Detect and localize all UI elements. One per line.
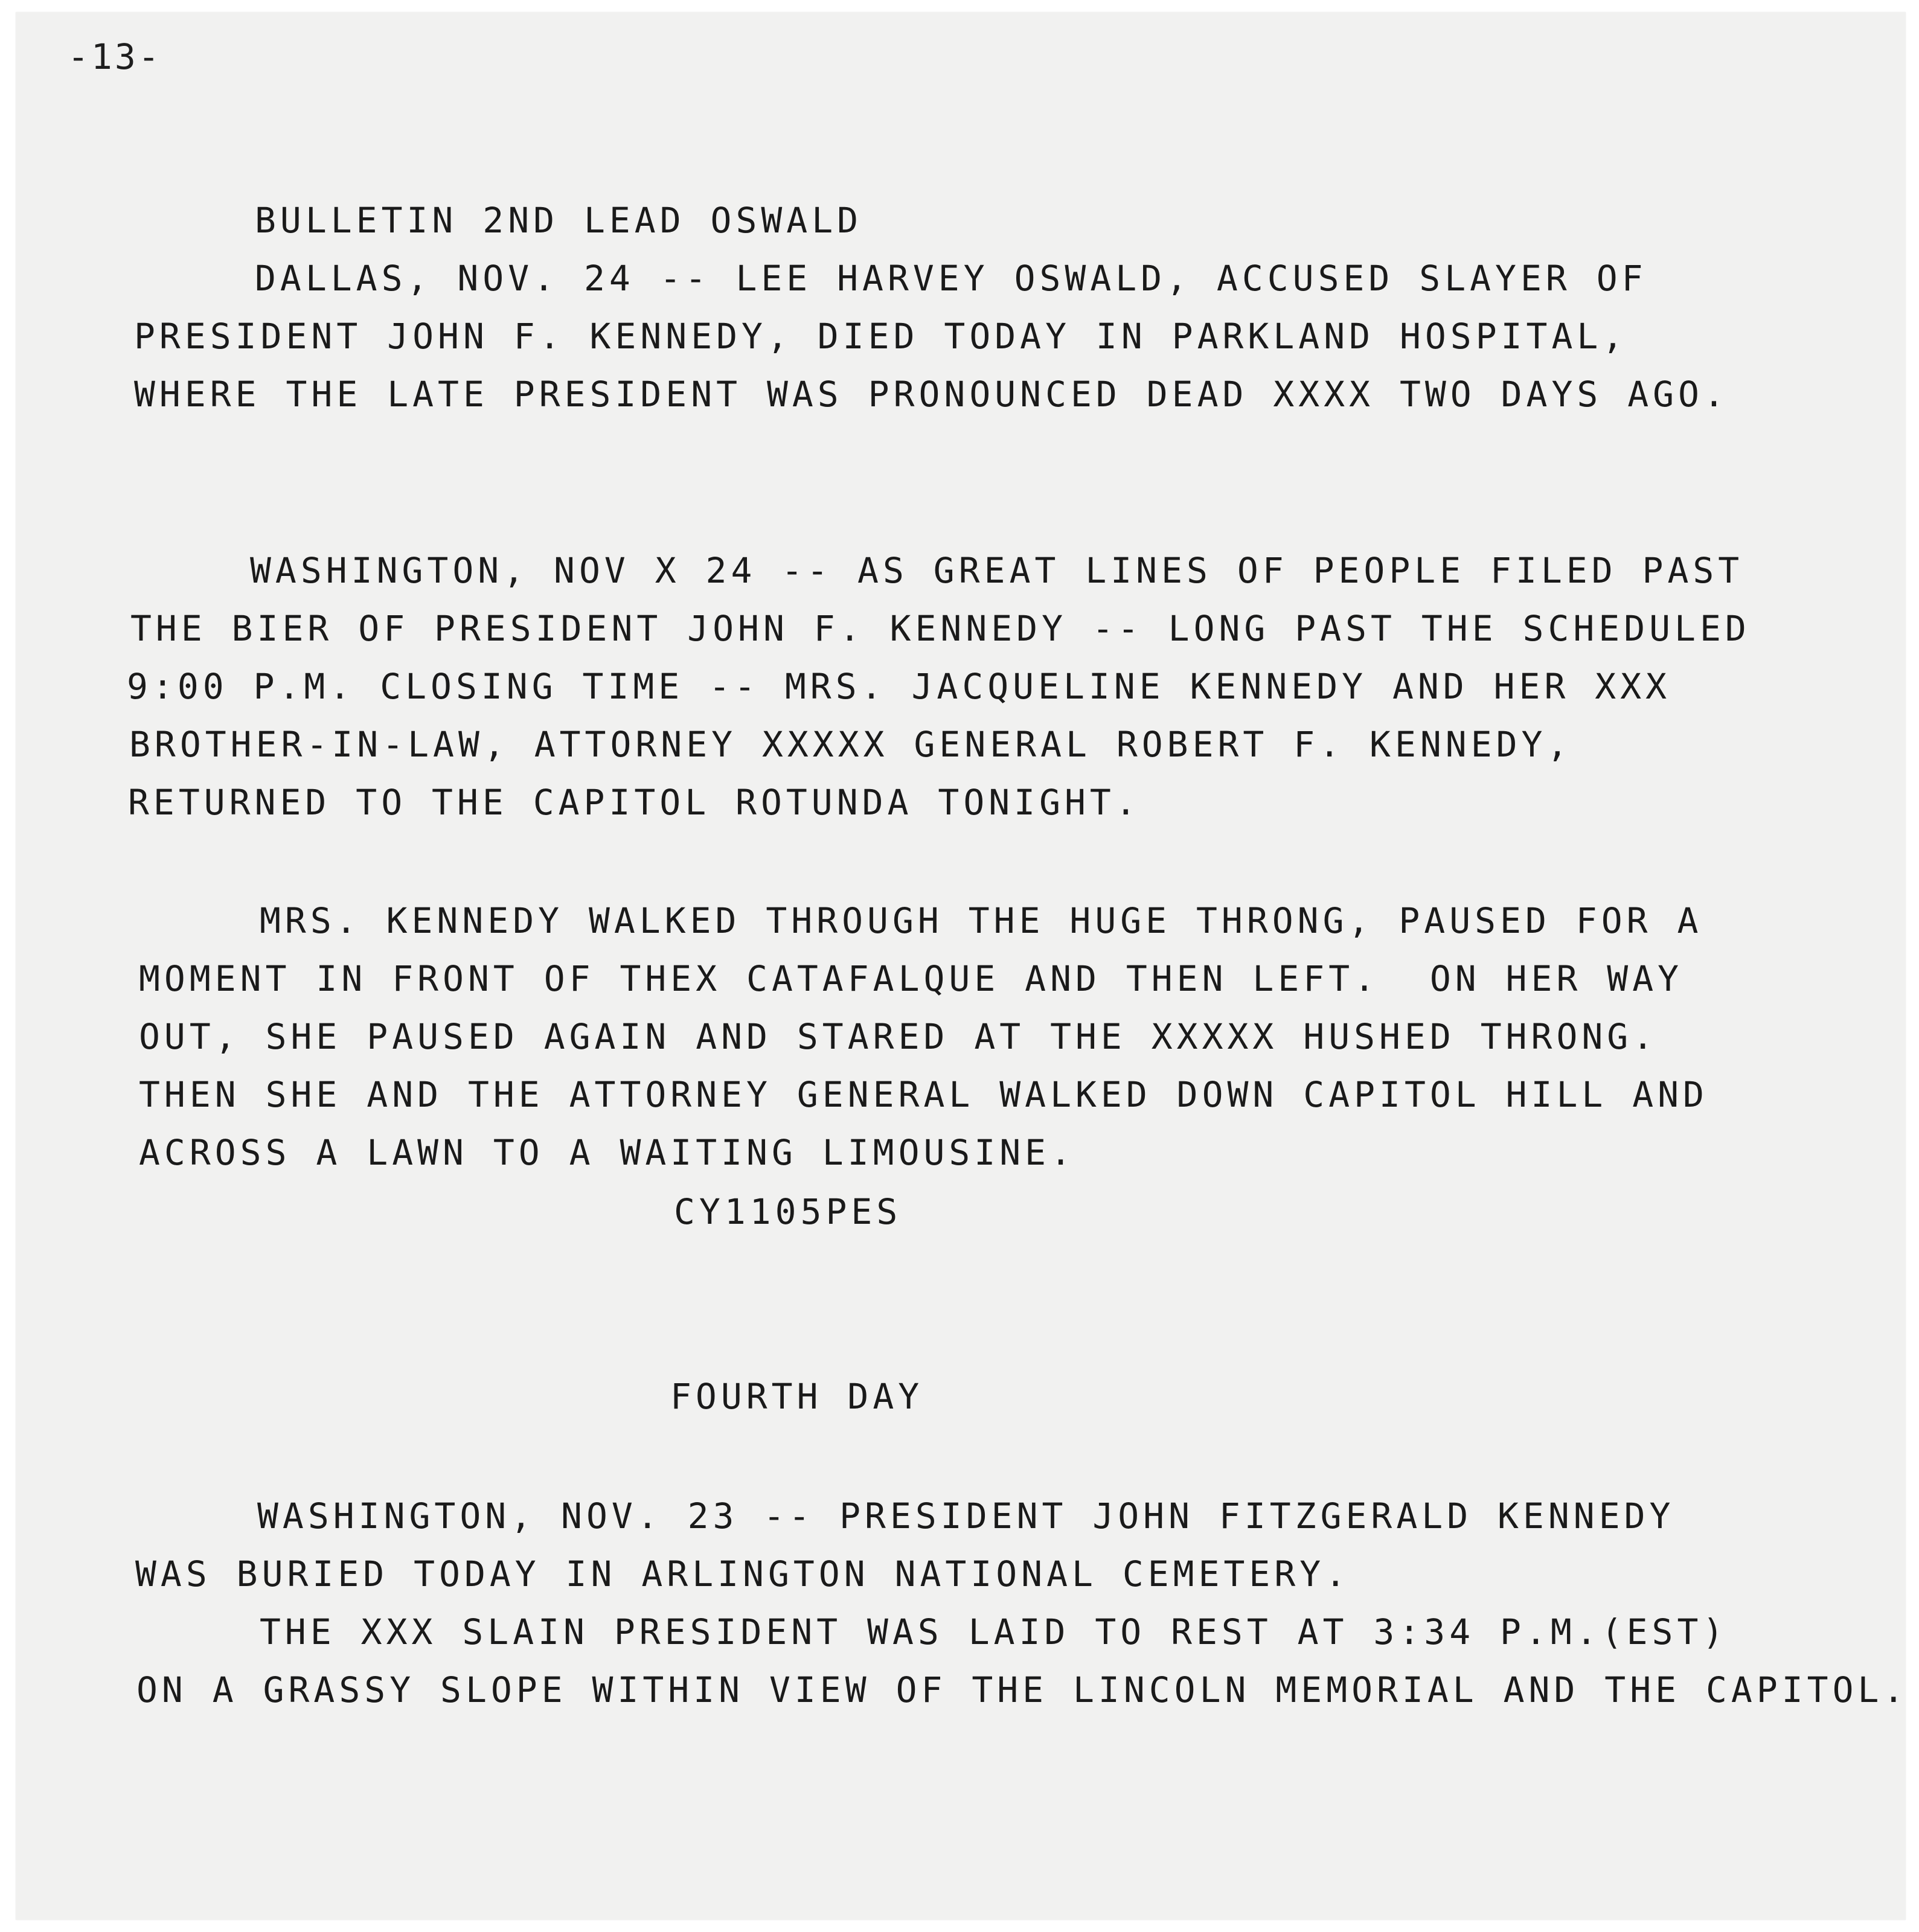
washington-24-line-3: 9:00 P.M. CLOSING TIME -- MRS. JACQUELINE KENNEDY AND HER XXX xyxy=(127,666,1671,707)
page-number: -13- xyxy=(68,36,162,77)
dallas-line-2: PRESIDENT JOHN F. KENNEDY, DIED TODAY IN PARKLAND HOSPITAL, xyxy=(134,316,1628,357)
washington-24-line-5: RETURNED TO THE CAPITOL ROTUNDA TONIGHT. xyxy=(128,782,1141,823)
kennedy-walk-line-2: MOMENT IN FRONT OF THEX CATAFALQUE AND THEN LEFT. ON HER WAY xyxy=(139,958,1684,999)
washington-24-line-1: WASHINGTON, NOV X 24 -- AS GREAT LINES OF PEOPLE FILED PAST xyxy=(250,550,1744,591)
washington-23-line-3: THE XXX SLAIN PRESIDENT WAS LAID TO REST AT 3:34 P.M.(EST) xyxy=(260,1611,1728,1652)
dallas-line-3: WHERE THE LATE PRESIDENT WAS PRONOUNCED DEAD XXXX TWO DAYS AGO. xyxy=(134,374,1729,415)
kennedy-walk-line-5: ACROSS A LAWN TO A WAITING LIMOUSINE. xyxy=(139,1132,1076,1173)
kennedy-walk-line-4: THEN SHE AND THE ATTORNEY GENERAL WALKED DOWN CAPITOL HILL AND xyxy=(139,1074,1708,1115)
bulletin-heading: BULLETIN 2ND LEAD OSWALD xyxy=(255,200,863,241)
kennedy-walk-line-1: MRS. KENNEDY WALKED THROUGH THE HUGE THRONG, PAUSED FOR A xyxy=(260,900,1703,941)
signoff-code: CY1105PES xyxy=(674,1191,902,1232)
washington-23-line-2: WAS BURIED TODAY IN ARLINGTON NATIONAL CEMETERY. xyxy=(135,1553,1351,1595)
washington-24-line-2: THE BIER OF PRESIDENT JOHN F. KENNEDY -- LONG PAST THE SCHEDULED xyxy=(130,608,1751,649)
washington-24-line-4: BROTHER-IN-LAW, ATTORNEY XXXXX GENERAL ROBERT F. KENNEDY, xyxy=(129,724,1572,765)
washington-23-line-1: WASHINGTON, NOV. 23 -- PRESIDENT JOHN FITZGERALD KENNEDY xyxy=(257,1495,1675,1537)
dallas-line-1: DALLAS, NOV. 24 -- LEE HARVEY OSWALD, ACCUSED SLAYER OF xyxy=(255,258,1647,299)
fourth-day-heading: FOURTH DAY xyxy=(670,1376,924,1417)
washington-23-line-4: ON A GRASSY SLOPE WITHIN VIEW OF THE LINCOLN MEMORIAL AND THE CAPITOL. xyxy=(136,1669,1909,1710)
kennedy-walk-line-3: OUT, SHE PAUSED AGAIN AND STARED AT THE XXXXX HUSHED THRONG. xyxy=(139,1016,1658,1057)
